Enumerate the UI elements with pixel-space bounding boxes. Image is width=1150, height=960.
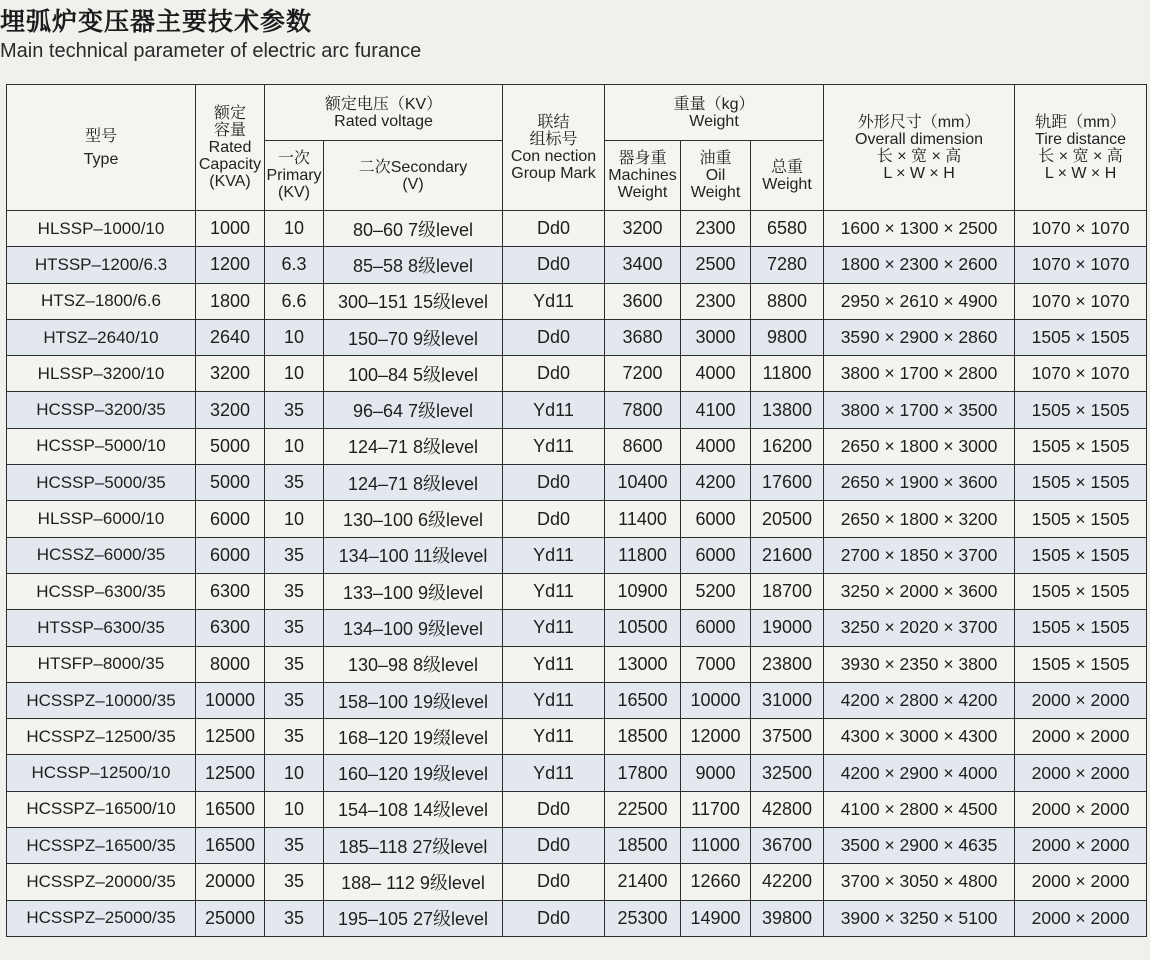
cell-tire-distance: 1505 × 1505 xyxy=(1015,610,1147,646)
cell-type: HCSSP–5000/35 xyxy=(7,465,196,501)
cell-dimension: 4100 × 2800 × 4500 xyxy=(824,791,1015,827)
cell-machine-weight: 17800 xyxy=(605,755,681,791)
cell-capacity: 16500 xyxy=(196,791,265,827)
cell-secondary: 158–100 19级level xyxy=(324,682,503,718)
cell-oil-weight: 12660 xyxy=(681,864,751,900)
table-row xyxy=(7,791,1147,827)
header-machine-weight: 器身重 Machines Weight xyxy=(605,141,681,211)
cell-primary: 35 xyxy=(265,682,324,718)
cell-capacity: 6300 xyxy=(196,573,265,609)
cell-connection: Dd0 xyxy=(503,319,605,355)
cell-total-weight: 16200 xyxy=(751,428,824,464)
cell-capacity: 8000 xyxy=(196,646,265,682)
cell-total-weight: 8800 xyxy=(751,283,824,319)
cell-oil-weight: 4200 xyxy=(681,465,751,501)
cell-oil-weight: 6000 xyxy=(681,501,751,537)
cell-secondary: 150–70 9级level xyxy=(324,319,503,355)
cell-oil-weight: 14900 xyxy=(681,900,751,936)
table-row xyxy=(7,864,1147,900)
header-connection: 联结 组标号 Con nection Group Mark xyxy=(503,85,605,211)
cell-capacity: 16500 xyxy=(196,828,265,864)
cell-total-weight: 32500 xyxy=(751,755,824,791)
cell-total-weight: 19000 xyxy=(751,610,824,646)
cell-dimension: 3250 × 2000 × 3600 xyxy=(824,573,1015,609)
cell-machine-weight: 11800 xyxy=(605,537,681,573)
table-row xyxy=(7,573,1147,609)
cell-total-weight: 42800 xyxy=(751,791,824,827)
cell-primary: 10 xyxy=(265,356,324,392)
cell-primary: 35 xyxy=(265,864,324,900)
cell-primary: 10 xyxy=(265,211,324,247)
cell-tire-distance: 1505 × 1505 xyxy=(1015,646,1147,682)
cell-secondary: 80–60 7级level xyxy=(324,211,503,247)
table-row xyxy=(7,211,1147,247)
cell-secondary: 124–71 8级level xyxy=(324,428,503,464)
cell-connection: Dd0 xyxy=(503,247,605,283)
cell-type: HCSSZ–6000/35 xyxy=(7,537,196,573)
cell-connection: Yd11 xyxy=(503,573,605,609)
cell-connection: Dd0 xyxy=(503,465,605,501)
cell-capacity: 3200 xyxy=(196,356,265,392)
cell-total-weight: 36700 xyxy=(751,828,824,864)
cell-secondary: 160–120 19级level xyxy=(324,755,503,791)
cell-secondary: 300–151 15级level xyxy=(324,283,503,319)
cell-tire-distance: 1070 × 1070 xyxy=(1015,356,1147,392)
cell-connection: Dd0 xyxy=(503,501,605,537)
cell-machine-weight: 11400 xyxy=(605,501,681,537)
cell-machine-weight: 10900 xyxy=(605,573,681,609)
cell-secondary: 96–64 7级level xyxy=(324,392,503,428)
cell-tire-distance: 1505 × 1505 xyxy=(1015,392,1147,428)
cell-secondary: 188– 112 9级level xyxy=(324,864,503,900)
cell-type: HLSSP–3200/10 xyxy=(7,356,196,392)
header-weight: 重量（kg） Weight xyxy=(605,85,824,141)
cell-connection: Yd11 xyxy=(503,392,605,428)
cell-capacity: 6000 xyxy=(196,501,265,537)
table-row xyxy=(7,719,1147,755)
cell-secondary: 168–120 19缀level xyxy=(324,719,503,755)
header-capacity: 额定 容量 Rated Capacity (KVA) xyxy=(196,85,265,211)
cell-tire-distance: 1505 × 1505 xyxy=(1015,465,1147,501)
cell-type: HTSZ–1800/6.6 xyxy=(7,283,196,319)
cell-tire-distance: 2000 × 2000 xyxy=(1015,791,1147,827)
table-row xyxy=(7,356,1147,392)
cell-oil-weight: 12000 xyxy=(681,719,751,755)
cell-oil-weight: 5200 xyxy=(681,573,751,609)
table-row xyxy=(7,465,1147,501)
cell-capacity: 10000 xyxy=(196,682,265,718)
cell-primary: 10 xyxy=(265,791,324,827)
cell-total-weight: 23800 xyxy=(751,646,824,682)
cell-type: HCSSPZ–10000/35 xyxy=(7,682,196,718)
cell-machine-weight: 10500 xyxy=(605,610,681,646)
cell-oil-weight: 2300 xyxy=(681,283,751,319)
cell-capacity: 6000 xyxy=(196,537,265,573)
cell-primary: 10 xyxy=(265,755,324,791)
cell-oil-weight: 6000 xyxy=(681,610,751,646)
table-row xyxy=(7,319,1147,355)
cell-oil-weight: 2500 xyxy=(681,247,751,283)
cell-total-weight: 11800 xyxy=(751,356,824,392)
cell-secondary: 130–98 8级level xyxy=(324,646,503,682)
table-row xyxy=(7,501,1147,537)
cell-capacity: 5000 xyxy=(196,428,265,464)
table-row xyxy=(7,428,1147,464)
cell-type: HCSSPZ–20000/35 xyxy=(7,864,196,900)
cell-primary: 35 xyxy=(265,610,324,646)
cell-oil-weight: 11700 xyxy=(681,791,751,827)
cell-primary: 35 xyxy=(265,392,324,428)
cell-connection: Dd0 xyxy=(503,864,605,900)
cell-machine-weight: 3200 xyxy=(605,211,681,247)
parameter-table xyxy=(6,84,1147,937)
cell-connection: Yd11 xyxy=(503,646,605,682)
cell-capacity: 20000 xyxy=(196,864,265,900)
cell-type: HTSFP–8000/35 xyxy=(7,646,196,682)
cell-tire-distance: 2000 × 2000 xyxy=(1015,719,1147,755)
cell-capacity: 12500 xyxy=(196,719,265,755)
cell-total-weight: 13800 xyxy=(751,392,824,428)
table-row xyxy=(7,283,1147,319)
cell-secondary: 124–71 8级level xyxy=(324,465,503,501)
table-row xyxy=(7,900,1147,936)
cell-oil-weight: 2300 xyxy=(681,211,751,247)
cell-capacity: 2640 xyxy=(196,319,265,355)
cell-dimension: 2650 × 1900 × 3600 xyxy=(824,465,1015,501)
cell-type: HLSSP–6000/10 xyxy=(7,501,196,537)
cell-total-weight: 17600 xyxy=(751,465,824,501)
cell-secondary: 134–100 11级level xyxy=(324,537,503,573)
cell-connection: Yd11 xyxy=(503,755,605,791)
cell-dimension: 3500 × 2900 × 4635 xyxy=(824,828,1015,864)
cell-capacity: 1800 xyxy=(196,283,265,319)
cell-machine-weight: 3600 xyxy=(605,283,681,319)
cell-machine-weight: 3400 xyxy=(605,247,681,283)
cell-connection: Yd11 xyxy=(503,682,605,718)
header-tire: 轨距（mm） Tire distance 长 × 宽 × 高 L × W × H xyxy=(1015,85,1147,211)
table-row xyxy=(7,537,1147,573)
cell-connection: Yd11 xyxy=(503,610,605,646)
cell-total-weight: 39800 xyxy=(751,900,824,936)
cell-machine-weight: 7200 xyxy=(605,356,681,392)
cell-machine-weight: 18500 xyxy=(605,828,681,864)
cell-dimension: 3930 × 2350 × 3800 xyxy=(824,646,1015,682)
cell-primary: 6.6 xyxy=(265,283,324,319)
cell-dimension: 4300 × 3000 × 4300 xyxy=(824,719,1015,755)
cell-oil-weight: 9000 xyxy=(681,755,751,791)
header-secondary: 二次Secondary (V) xyxy=(324,141,503,211)
cell-capacity: 1000 xyxy=(196,211,265,247)
cell-machine-weight: 18500 xyxy=(605,719,681,755)
cell-total-weight: 31000 xyxy=(751,682,824,718)
cell-primary: 35 xyxy=(265,465,324,501)
cell-machine-weight: 16500 xyxy=(605,682,681,718)
cell-primary: 35 xyxy=(265,828,324,864)
cell-oil-weight: 4100 xyxy=(681,392,751,428)
cell-tire-distance: 1505 × 1505 xyxy=(1015,501,1147,537)
cell-dimension: 2700 × 1850 × 3700 xyxy=(824,537,1015,573)
header-primary: 一次 Primary (KV) xyxy=(265,141,324,211)
cell-secondary: 195–105 27级level xyxy=(324,900,503,936)
cell-tire-distance: 2000 × 2000 xyxy=(1015,682,1147,718)
cell-type: HTSSP–6300/35 xyxy=(7,610,196,646)
cell-primary: 35 xyxy=(265,646,324,682)
cell-connection: Yd11 xyxy=(503,537,605,573)
cell-total-weight: 20500 xyxy=(751,501,824,537)
cell-primary: 35 xyxy=(265,573,324,609)
cell-connection: Dd0 xyxy=(503,900,605,936)
cell-machine-weight: 21400 xyxy=(605,864,681,900)
cell-tire-distance: 2000 × 2000 xyxy=(1015,864,1147,900)
cell-dimension: 4200 × 2900 × 4000 xyxy=(824,755,1015,791)
cell-dimension: 3250 × 2020 × 3700 xyxy=(824,610,1015,646)
cell-connection: Dd0 xyxy=(503,356,605,392)
cell-tire-distance: 1505 × 1505 xyxy=(1015,573,1147,609)
cell-connection: Dd0 xyxy=(503,211,605,247)
cell-secondary: 85–58 8级level xyxy=(324,247,503,283)
cell-tire-distance: 1070 × 1070 xyxy=(1015,211,1147,247)
header-oil-weight: 油重 Oil Weight xyxy=(681,141,751,211)
cell-connection: Yd11 xyxy=(503,283,605,319)
cell-dimension: 2650 × 1800 × 3000 xyxy=(824,428,1015,464)
cell-machine-weight: 13000 xyxy=(605,646,681,682)
cell-type: HCSSP–3200/35 xyxy=(7,392,196,428)
cell-capacity: 3200 xyxy=(196,392,265,428)
table-row xyxy=(7,247,1147,283)
cell-total-weight: 42200 xyxy=(751,864,824,900)
cell-dimension: 3800 × 1700 × 2800 xyxy=(824,356,1015,392)
cell-machine-weight: 10400 xyxy=(605,465,681,501)
cell-primary: 10 xyxy=(265,319,324,355)
table-row xyxy=(7,392,1147,428)
cell-oil-weight: 4000 xyxy=(681,356,751,392)
cell-primary: 6.3 xyxy=(265,247,324,283)
table-row xyxy=(7,828,1147,864)
cell-type: HCSSPZ–16500/35 xyxy=(7,828,196,864)
cell-machine-weight: 7800 xyxy=(605,392,681,428)
cell-capacity: 25000 xyxy=(196,900,265,936)
cell-secondary: 130–100 6级level xyxy=(324,501,503,537)
cell-machine-weight: 8600 xyxy=(605,428,681,464)
cell-oil-weight: 3000 xyxy=(681,319,751,355)
cell-tire-distance: 1505 × 1505 xyxy=(1015,537,1147,573)
cell-total-weight: 21600 xyxy=(751,537,824,573)
header-voltage: 额定电压（KV） Rated voltage xyxy=(265,85,503,141)
cell-machine-weight: 25300 xyxy=(605,900,681,936)
table-row xyxy=(7,610,1147,646)
cell-machine-weight: 3680 xyxy=(605,319,681,355)
cell-tire-distance: 2000 × 2000 xyxy=(1015,755,1147,791)
cell-primary: 10 xyxy=(265,501,324,537)
cell-capacity: 5000 xyxy=(196,465,265,501)
cell-type: HLSSP–1000/10 xyxy=(7,211,196,247)
cell-type: HTSSP–1200/6.3 xyxy=(7,247,196,283)
cell-capacity: 6300 xyxy=(196,610,265,646)
cell-total-weight: 9800 xyxy=(751,319,824,355)
cell-dimension: 1800 × 2300 × 2600 xyxy=(824,247,1015,283)
cell-primary: 10 xyxy=(265,428,324,464)
cell-type: HCSSP–12500/10 xyxy=(7,755,196,791)
cell-dimension: 4200 × 2800 × 4200 xyxy=(824,682,1015,718)
cell-tire-distance: 2000 × 2000 xyxy=(1015,900,1147,936)
cell-tire-distance: 1070 × 1070 xyxy=(1015,247,1147,283)
cell-connection: Yd11 xyxy=(503,719,605,755)
page-title-cn: 埋弧炉变压器主要技术参数 xyxy=(0,7,313,36)
cell-oil-weight: 11000 xyxy=(681,828,751,864)
cell-type: HCSSP–5000/10 xyxy=(7,428,196,464)
page-title-en: Main technical parameter of electric arc furance xyxy=(0,40,422,62)
cell-tire-distance: 1505 × 1505 xyxy=(1015,428,1147,464)
cell-primary: 35 xyxy=(265,719,324,755)
cell-secondary: 100–84 5级level xyxy=(324,356,503,392)
table-row xyxy=(7,682,1147,718)
cell-capacity: 1200 xyxy=(196,247,265,283)
cell-primary: 35 xyxy=(265,900,324,936)
cell-oil-weight: 7000 xyxy=(681,646,751,682)
table-row xyxy=(7,755,1147,791)
cell-oil-weight: 6000 xyxy=(681,537,751,573)
cell-dimension: 3700 × 3050 × 4800 xyxy=(824,864,1015,900)
cell-total-weight: 7280 xyxy=(751,247,824,283)
cell-secondary: 133–100 9级level xyxy=(324,573,503,609)
cell-capacity: 12500 xyxy=(196,755,265,791)
table-row xyxy=(7,646,1147,682)
cell-tire-distance: 2000 × 2000 xyxy=(1015,828,1147,864)
cell-connection: Dd0 xyxy=(503,791,605,827)
cell-machine-weight: 22500 xyxy=(605,791,681,827)
cell-connection: Yd11 xyxy=(503,428,605,464)
cell-connection: Dd0 xyxy=(503,828,605,864)
table-body xyxy=(7,211,1147,937)
cell-total-weight: 37500 xyxy=(751,719,824,755)
cell-type: HCSSPZ–25000/35 xyxy=(7,900,196,936)
cell-type: HCSSP–6300/35 xyxy=(7,573,196,609)
header-dimension: 外形尺寸（mm） Overall dimension 长 × 宽 × 高 L × W × H xyxy=(824,85,1015,211)
cell-type: HCSSPZ–12500/35 xyxy=(7,719,196,755)
cell-total-weight: 6580 xyxy=(751,211,824,247)
cell-dimension: 1600 × 1300 × 2500 xyxy=(824,211,1015,247)
cell-dimension: 3800 × 1700 × 3500 xyxy=(824,392,1015,428)
cell-type: HTSZ–2640/10 xyxy=(7,319,196,355)
header-total-weight: 总重 Weight xyxy=(751,141,824,211)
cell-primary: 35 xyxy=(265,537,324,573)
cell-dimension: 3590 × 2900 × 2860 xyxy=(824,319,1015,355)
cell-total-weight: 18700 xyxy=(751,573,824,609)
cell-secondary: 134–100 9级level xyxy=(324,610,503,646)
cell-dimension: 2950 × 2610 × 4900 xyxy=(824,283,1015,319)
cell-tire-distance: 1070 × 1070 xyxy=(1015,283,1147,319)
cell-secondary: 185–118 27级level xyxy=(324,828,503,864)
cell-secondary: 154–108 14级level xyxy=(324,791,503,827)
cell-tire-distance: 1505 × 1505 xyxy=(1015,319,1147,355)
cell-oil-weight: 4000 xyxy=(681,428,751,464)
cell-dimension: 2650 × 1800 × 3200 xyxy=(824,501,1015,537)
cell-dimension: 3900 × 3250 × 5100 xyxy=(824,900,1015,936)
header-type: 型号 Type xyxy=(7,85,196,211)
cell-type: HCSSPZ–16500/10 xyxy=(7,791,196,827)
cell-oil-weight: 10000 xyxy=(681,682,751,718)
